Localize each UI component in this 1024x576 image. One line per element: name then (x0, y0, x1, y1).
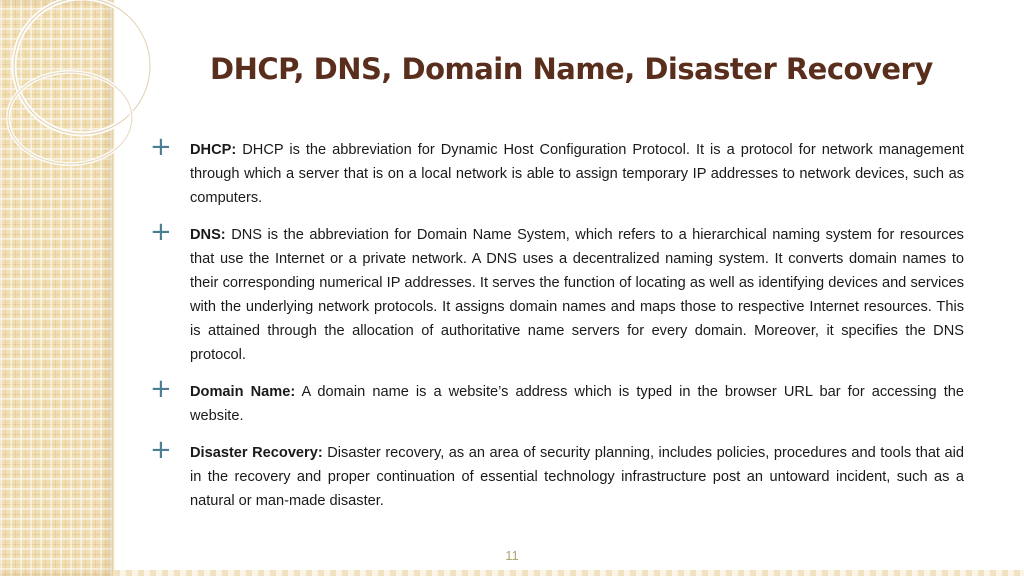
bullet-body: A domain name is a website’s address which is typed in the browser URL bar for accessing the website. (190, 384, 965, 424)
bullet-term: Domain Name: (190, 384, 296, 400)
plus-bullet-icon: + (150, 132, 172, 162)
bullet-list (150, 132, 965, 526)
bullet-dns (150, 217, 964, 367)
bullet-text (190, 380, 964, 428)
bullet-text (190, 138, 964, 210)
plus-bullet-icon: + (150, 374, 172, 404)
slide-title: DHCP, DNS, Domain Name, Disaster Recovery (210, 52, 933, 86)
plus-bullet-icon: + (150, 217, 172, 247)
bullet-body: DHCP is the abbreviation for Dynamic Host Configuration Protocol. It is a protocol for network management through which a server that is on a local network is able to assign temporary IP addresses to network devices, such as computers. (190, 142, 964, 206)
bullet-body: DNS is the abbreviation for Domain Name System, which refers to a hierarchical naming system for resources that use the Internet or a private network. A DNS uses a decentralized naming system. It converts domain names to their corresponding numerical IP addresses. It serves the function of locating as well as identifying devices and services with the underlying network protocols. It assigns domain names and maps those to respective Internet resources. This is attained through the allocation of authoritative name servers for every domain. Moreover, it specifies the DNS protocol. (190, 227, 964, 363)
bullet-term: Disaster Recovery: (190, 445, 323, 461)
bullet-text (190, 441, 964, 513)
bullet-disaster-recovery (150, 435, 964, 513)
bullet-term: DNS: (190, 227, 226, 243)
page-number: 11 (505, 548, 519, 563)
bullet-body: Disaster recovery, as an area of security planning, includes policies, procedures and tools that aid in the recovery and proper continuation of essential technology infrastructure post an untoward incident, such as a natural or man-made disaster. (190, 445, 964, 509)
bullet-domain-name (150, 374, 965, 428)
bullet-term: DHCP: (190, 142, 237, 158)
bullet-dhcp (150, 132, 964, 210)
decorative-bottom-strip (114, 570, 1024, 576)
plus-bullet-icon: + (150, 435, 172, 465)
bullet-text (190, 223, 964, 367)
